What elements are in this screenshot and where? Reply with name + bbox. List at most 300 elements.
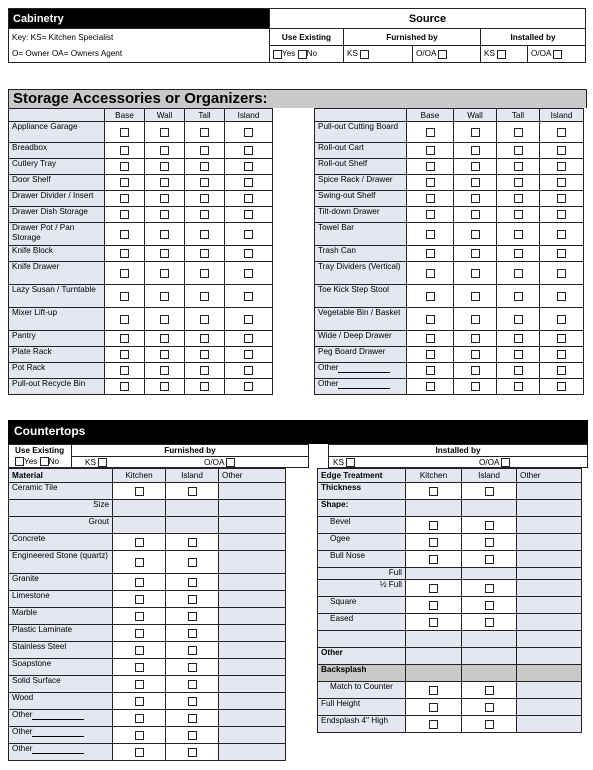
storage-item-label [9,122,105,143]
edge-cell-other[interactable] [517,568,582,580]
edge-cell-other[interactable] [517,580,582,597]
edge-cell-other[interactable] [517,614,582,631]
checkbox-wall[interactable] [471,366,480,375]
checkbox-kitchen[interactable] [135,697,144,706]
checkbox-tall[interactable] [200,382,209,391]
checkbox-wall[interactable] [471,350,480,359]
storage-cell-island [225,347,273,363]
material-cell-other[interactable] [219,608,286,625]
checkbox-base[interactable] [426,146,435,155]
checkbox-tall[interactable] [200,366,209,375]
checkbox-wall[interactable] [160,350,169,359]
storage-cell-wall [454,143,497,159]
checkbox-island[interactable] [188,487,197,496]
storage-cell-base [105,207,145,223]
storage-row [9,143,273,159]
storage-row [315,331,584,347]
checkbox-island[interactable] [557,194,566,203]
checkbox-base[interactable] [426,162,435,171]
checkbox-wall[interactable] [471,230,480,239]
edge-cell-other[interactable] [517,665,582,682]
material-row [9,483,286,500]
checkbox-island[interactable] [485,538,494,547]
checkbox-island[interactable] [188,612,197,621]
checkbox-island[interactable] [244,128,253,137]
checkbox-wall[interactable] [160,128,169,137]
storage-cell-island [540,347,584,363]
checkbox-kitchen[interactable] [429,686,438,695]
storage-cell-wall [145,191,185,207]
checkbox-kitchen[interactable] [135,646,144,655]
storage-cell-base [105,223,145,246]
checkbox-kitchen[interactable] [135,629,144,638]
checkbox-island[interactable] [244,269,253,278]
checkbox-base[interactable] [120,178,129,187]
checkbox-kitchen[interactable] [135,595,144,604]
checkbox-tall[interactable] [514,292,523,301]
checkbox-wall[interactable] [471,194,480,203]
checkbox-wall[interactable] [160,382,169,391]
checkbox-tall[interactable] [200,194,209,203]
checkbox-wall[interactable] [160,146,169,155]
checkbox-island[interactable] [244,178,253,187]
checkbox-kitchen[interactable] [429,555,438,564]
checkbox-tall[interactable] [200,178,209,187]
checkbox-kitchen[interactable] [135,578,144,587]
edge-col-island: Island [462,469,517,483]
checkbox-wall[interactable] [471,178,480,187]
edge-cell-island [462,580,517,597]
checkbox-base[interactable] [120,269,129,278]
checkbox-wall[interactable] [471,162,480,171]
fill-in-line[interactable] [32,746,84,754]
checkbox-kitchen[interactable] [429,584,438,593]
edge-label [318,648,406,665]
checkbox-base[interactable] [120,194,129,203]
material-cell-other[interactable] [219,551,286,574]
edge-cell-kitchen [406,716,462,733]
material-cell-other[interactable] [219,710,286,727]
checkbox-base[interactable] [426,382,435,391]
checkbox-kitchen[interactable] [135,663,144,672]
checkbox-base[interactable] [426,178,435,187]
checkbox-island[interactable] [485,720,494,729]
material-cell-other[interactable] [219,642,286,659]
checkbox-base[interactable] [426,194,435,203]
edge-label [318,682,406,699]
checkbox-island[interactable] [244,382,253,391]
storage-cell-base [407,175,454,191]
checkbox-kitchen[interactable] [135,612,144,621]
checkbox-tall[interactable] [514,366,523,375]
checkbox-island[interactable] [244,230,253,239]
checkbox-base[interactable] [120,146,129,155]
checkbox-island[interactable] [244,194,253,203]
edge-cell-other[interactable] [517,517,582,534]
edge-cell-other[interactable] [517,500,582,517]
col-header-island: Island [540,109,584,122]
material-cell-other[interactable] [219,676,286,693]
edge-cell-kitchen [406,614,462,631]
checkbox-wall[interactable] [160,194,169,203]
material-cell-other[interactable] [219,500,286,517]
checkbox-kitchen[interactable] [429,521,438,530]
edge-cell-kitchen [406,631,462,648]
storage-row [9,363,273,379]
storage-cell-wall [454,331,497,347]
checkbox-base[interactable] [120,128,129,137]
fill-in-line[interactable] [32,729,84,737]
edge-cell-kitchen [406,665,462,682]
checkbox-tall[interactable] [200,210,209,219]
checkbox-island[interactable] [188,663,197,672]
material-cell-other[interactable] [219,744,286,761]
checkbox-island[interactable] [244,249,253,258]
material-text: Ceramic Tile [12,483,58,492]
checkbox-island[interactable] [485,487,494,496]
checkbox-island[interactable] [557,315,566,324]
checkbox-island[interactable] [188,558,197,567]
checkbox-base[interactable] [426,128,435,137]
edge-cell-other[interactable] [517,551,582,568]
fill-in-line[interactable] [338,381,390,389]
material-cell-island [166,642,219,659]
ks-label: KS [347,49,358,59]
checkbox-island[interactable] [188,697,197,706]
storage-row [315,246,584,262]
edge-cell-island [462,483,517,500]
edge-cell-other[interactable] [517,682,582,699]
checkbox-island[interactable] [557,178,566,187]
checkbox-kitchen[interactable] [135,680,144,689]
installed-ks-checkbox[interactable] [497,50,506,59]
edge-cell-other[interactable] [517,597,582,614]
material-cell-kitchen [113,591,166,608]
checkbox-wall[interactable] [160,178,169,187]
storage-cell-tall [185,122,225,143]
checkbox-island[interactable] [485,584,494,593]
checkbox-tall[interactable] [200,315,209,324]
checkbox-kitchen[interactable] [135,487,144,496]
checkbox-island[interactable] [188,748,197,757]
storage-item-text: Peg Board Drawer [318,347,386,356]
checkbox-tall[interactable] [200,230,209,239]
checkbox-island[interactable] [485,601,494,610]
checkbox-tall[interactable] [514,382,523,391]
checkbox-island[interactable] [244,315,253,324]
col-header-base: Base [407,109,454,122]
checkbox-base[interactable] [120,315,129,324]
material-cell-other[interactable] [219,574,286,591]
checkbox-island[interactable] [557,146,566,155]
storage-cell-island [225,143,273,159]
checkbox-base[interactable] [120,334,129,343]
checkbox-tall[interactable] [200,292,209,301]
checkbox-tall[interactable] [514,210,523,219]
checkbox-wall[interactable] [471,315,480,324]
checkbox-island[interactable] [188,731,197,740]
storage-cell-base [105,246,145,262]
edge-cell-other[interactable] [517,534,582,551]
checkbox-wall[interactable] [471,382,480,391]
checkbox-island[interactable] [557,230,566,239]
checkbox-tall[interactable] [200,146,209,155]
checkbox-kitchen[interactable] [429,720,438,729]
checkbox-base[interactable] [426,210,435,219]
checkbox-base[interactable] [426,230,435,239]
checkbox-island[interactable] [244,210,253,219]
checkbox-kitchen[interactable] [135,714,144,723]
checkbox-wall[interactable] [160,269,169,278]
storage-item-text: Swing-out Shelf [318,191,376,200]
material-text: Stainless Steel [12,642,67,651]
edge-cell-other[interactable] [517,483,582,500]
checkbox-island[interactable] [557,334,566,343]
checkbox-tall[interactable] [514,128,523,137]
checkbox-island[interactable] [188,646,197,655]
ct-yes-checkbox[interactable] [15,457,24,466]
checkbox-wall[interactable] [160,249,169,258]
checkbox-wall[interactable] [471,249,480,258]
material-cell-other[interactable] [219,483,286,500]
checkbox-island[interactable] [244,292,253,301]
checkbox-kitchen[interactable] [429,618,438,627]
storage-cell-wall [454,207,497,223]
storage-item-text: Lazy Susan / Turntable [12,285,96,294]
edge-text: Backsplash [321,665,367,674]
ks-label: KS [484,49,495,59]
checkbox-kitchen[interactable] [429,487,438,496]
checkbox-base[interactable] [426,249,435,258]
ct-installed-ooa-checkbox[interactable] [501,458,510,467]
checkbox-island[interactable] [244,162,253,171]
checkbox-tall[interactable] [514,146,523,155]
checkbox-tall[interactable] [514,178,523,187]
checkbox-island[interactable] [485,555,494,564]
checkbox-wall[interactable] [160,366,169,375]
col-header-tall: Tall [185,109,225,122]
edge-cell-kitchen [406,648,462,665]
storage-item-label [315,175,407,191]
checkbox-island[interactable] [485,618,494,627]
storage-cell-tall [185,363,225,379]
checkbox-base[interactable] [426,334,435,343]
material-cell-other[interactable] [219,727,286,744]
edge-cell-island [462,517,517,534]
checkbox-wall[interactable] [160,210,169,219]
checkbox-base[interactable] [426,315,435,324]
furnished-ooa-checkbox[interactable] [438,50,447,59]
storage-item-label [315,308,407,331]
storage-cell-base [407,191,454,207]
checkbox-island[interactable] [188,595,197,604]
storage-cell-base [407,347,454,363]
checkbox-base[interactable] [120,230,129,239]
checkbox-base[interactable] [120,292,129,301]
storage-item-label [9,331,105,347]
edge-cell-other[interactable] [517,716,582,733]
checkbox-island[interactable] [557,350,566,359]
checkbox-kitchen[interactable] [429,703,438,712]
checkbox-island[interactable] [244,334,253,343]
storage-cell-island [225,191,273,207]
checkbox-tall[interactable] [514,230,523,239]
checkbox-base[interactable] [120,162,129,171]
checkbox-tall[interactable] [200,269,209,278]
storage-cell-base [105,143,145,159]
ooa-label: O/OA [531,49,552,59]
checkbox-tall[interactable] [200,162,209,171]
material-cell-other[interactable] [219,534,286,551]
checkbox-wall[interactable] [471,146,480,155]
checkbox-kitchen[interactable] [429,601,438,610]
storage-cell-base [407,223,454,246]
checkbox-tall[interactable] [200,350,209,359]
ct-use-existing-box [8,444,72,468]
material-cell-other[interactable] [219,693,286,710]
checkbox-island[interactable] [244,350,253,359]
checkbox-island[interactable] [557,162,566,171]
installed-ooa-checkbox[interactable] [553,50,562,59]
checkbox-wall[interactable] [471,292,480,301]
ct-installed-ks-checkbox[interactable] [346,458,355,467]
storage-cell-tall [497,331,540,347]
ct-no-checkbox[interactable] [40,457,49,466]
yes-checkbox[interactable] [273,50,282,59]
checkbox-tall[interactable] [514,315,523,324]
checkbox-kitchen[interactable] [135,558,144,567]
edge-cell-other[interactable] [517,699,582,716]
material-cell-island [166,500,219,517]
checkbox-base[interactable] [426,350,435,359]
storage-cell-wall [145,331,185,347]
checkbox-island[interactable] [557,292,566,301]
checkbox-island[interactable] [485,521,494,530]
checkbox-island[interactable] [557,210,566,219]
checkbox-tall[interactable] [514,249,523,258]
checkbox-tall[interactable] [200,128,209,137]
checkbox-island[interactable] [557,382,566,391]
checkbox-wall[interactable] [160,230,169,239]
storage-cell-tall [185,331,225,347]
checkbox-wall[interactable] [160,315,169,324]
edge-label [318,534,406,551]
checkbox-kitchen[interactable] [429,538,438,547]
edge-cell-kitchen [406,699,462,716]
checkbox-kitchen[interactable] [135,538,144,547]
checkbox-wall[interactable] [160,334,169,343]
edge-text: Eased [330,614,354,623]
material-row [9,625,286,642]
checkbox-wall[interactable] [160,162,169,171]
material-cell-other[interactable] [219,625,286,642]
fill-in-line[interactable] [32,712,84,720]
fill-in-line[interactable] [338,365,390,373]
edge-cell-other[interactable] [517,631,582,648]
material-cell-other[interactable] [219,659,286,676]
material-row [9,500,286,517]
checkbox-island[interactable] [188,578,197,587]
checkbox-island[interactable] [485,686,494,695]
checkbox-island[interactable] [244,366,253,375]
checkbox-base[interactable] [120,382,129,391]
checkbox-base[interactable] [120,249,129,258]
checkbox-island[interactable] [557,128,566,137]
storage-cell-wall [145,379,185,395]
checkbox-kitchen[interactable] [135,748,144,757]
storage-cell-island [540,191,584,207]
checkbox-island[interactable] [188,714,197,723]
no-checkbox[interactable] [298,50,307,59]
material-cell-other[interactable] [219,517,286,534]
storage-cell-tall [185,175,225,191]
ct-furnished-ooa-checkbox[interactable] [226,458,235,467]
use-existing-label: Use Existing [270,29,344,46]
checkbox-base[interactable] [120,366,129,375]
checkbox-tall[interactable] [514,269,523,278]
checkbox-tall[interactable] [200,249,209,258]
checkbox-island[interactable] [557,249,566,258]
checkbox-base[interactable] [120,350,129,359]
material-cell-kitchen [113,727,166,744]
material-cell-other[interactable] [219,591,286,608]
storage-cell-island [225,285,273,308]
checkbox-base[interactable] [426,292,435,301]
material-cell-kitchen [113,710,166,727]
checkbox-wall[interactable] [471,269,480,278]
checkbox-island[interactable] [485,703,494,712]
edge-cell-other[interactable] [517,648,582,665]
checkbox-wall[interactable] [471,128,480,137]
checkbox-kitchen[interactable] [135,731,144,740]
checkbox-tall[interactable] [514,194,523,203]
col-header-wall: Wall [145,109,185,122]
checkbox-tall[interactable] [514,350,523,359]
material-cell-kitchen [113,534,166,551]
material-row [9,710,286,727]
storage-item-label [9,143,105,159]
checkbox-tall[interactable] [514,162,523,171]
checkbox-island[interactable] [244,146,253,155]
countertops-source [8,444,588,468]
checkbox-island[interactable] [557,269,566,278]
ct-furnished-ks-checkbox[interactable] [98,458,107,467]
checkbox-base[interactable] [426,269,435,278]
storage-cell-wall [145,175,185,191]
checkbox-wall[interactable] [471,210,480,219]
checkbox-island[interactable] [188,538,197,547]
checkbox-island[interactable] [188,680,197,689]
storage-cell-wall [454,285,497,308]
checkbox-tall[interactable] [514,334,523,343]
furnished-ks-checkbox[interactable] [360,50,369,59]
checkbox-island[interactable] [557,366,566,375]
checkbox-tall[interactable] [200,334,209,343]
storage-item-label [315,331,407,347]
checkbox-wall[interactable] [471,334,480,343]
storage-cell-base [105,379,145,395]
checkbox-island[interactable] [188,629,197,638]
storage-cell-base [407,143,454,159]
edge-text: Full [388,568,402,577]
checkbox-wall[interactable] [160,292,169,301]
storage-title: Storage Accessories or Organizers: [8,89,587,108]
checkbox-base[interactable] [426,366,435,375]
ct-installed-box [328,444,588,468]
material-row [9,642,286,659]
checkbox-base[interactable] [120,210,129,219]
storage-item-label [315,379,407,395]
